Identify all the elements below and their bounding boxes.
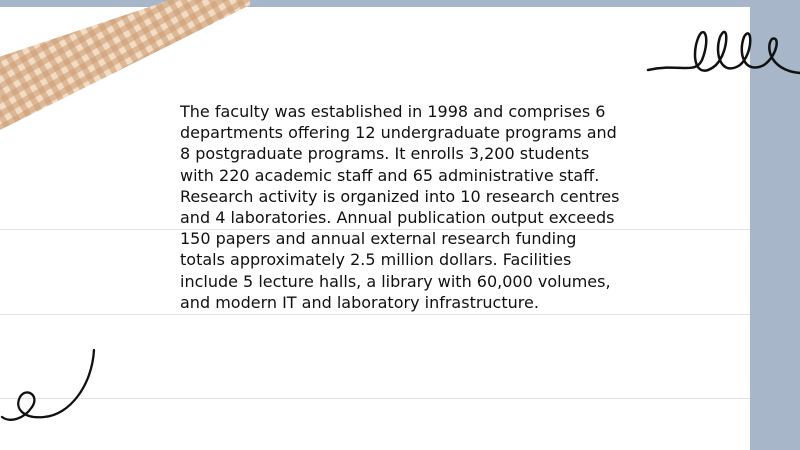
faculty-overview-paragraph: The faculty was established in 1998 and comprises 6 departments offering 12 undergraduate programs and 8 postgraduate programs. It enrolls 3,200 students with 220 academic staff and 65 administrative staff. Research activity is organized into 10 research centres and 4 laboratories. Annual publication output exceeds 150 papers and annual external research funding totals approximately 2.5 million dollars. Facilities include 5 lecture halls, a library with 60,000 volumes, and modern IT and laboratory infrastructure.: [180, 102, 620, 312]
loop-scribble-decoration: [640, 15, 800, 90]
ruled-line: [0, 314, 750, 315]
loop-scribble-decoration: [0, 345, 110, 430]
ruled-line: [0, 398, 750, 399]
